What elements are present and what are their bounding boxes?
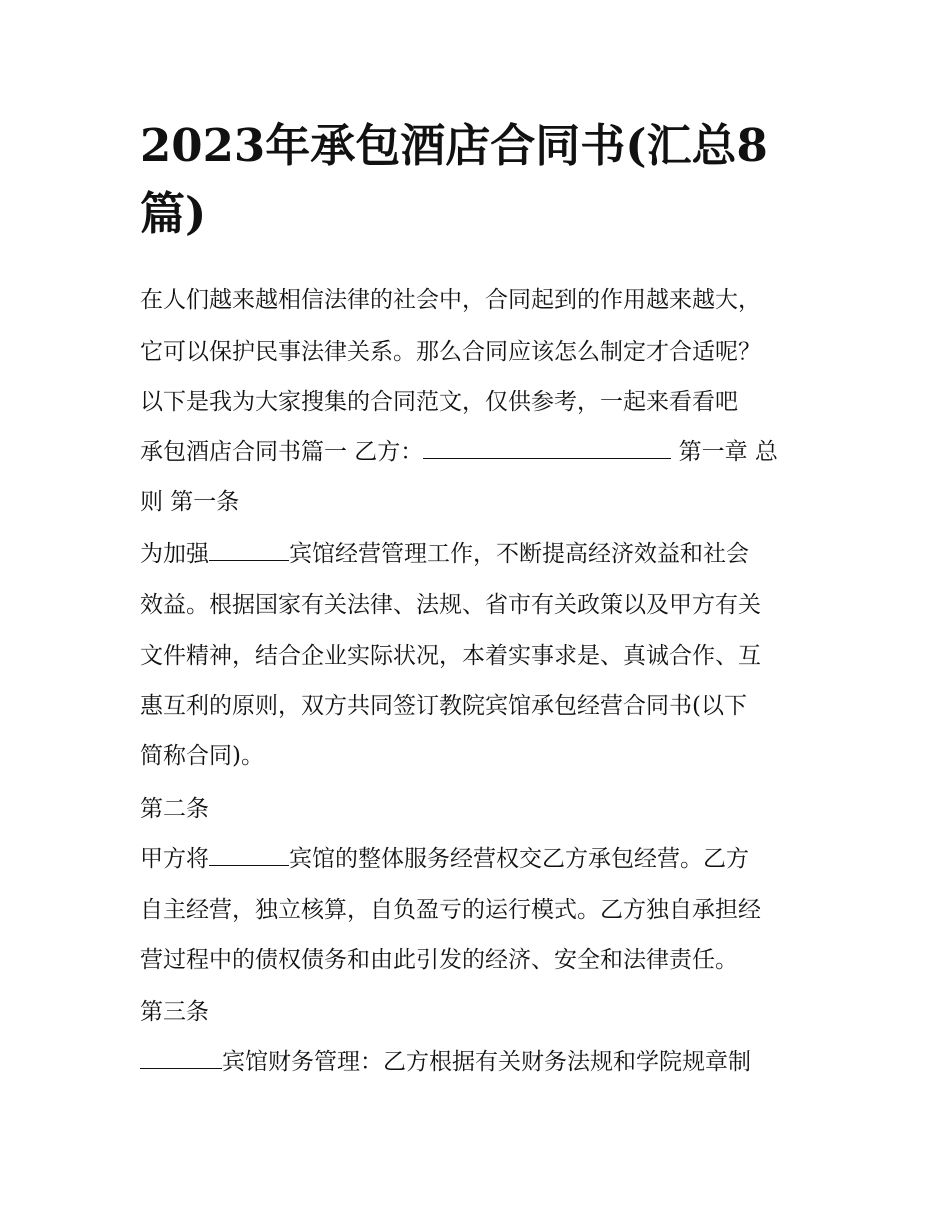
article-2-line-3: 营过程中的债权债务和由此引发的经济、安全和法律责任。: [140, 947, 738, 973]
contract-heading-prefix: 承包酒店合同书篇一 乙方：: [140, 439, 424, 465]
title-line-2: 篇): [140, 187, 207, 240]
intro-line-1: 在人们越来越相信法律的社会中，合同起到的作用越来越大，: [140, 287, 761, 313]
contract-heading-line-2: 则 第一条: [140, 489, 240, 515]
article-1-suffix: 宾馆经营管理工作，不断提高经济效益和社会: [289, 541, 749, 567]
contract-heading-line: [140, 436, 820, 468]
article-1-line-5: 简称合同)。: [140, 743, 264, 769]
article-1-line-1: [140, 538, 820, 570]
article-3-heading: 第三条: [140, 999, 209, 1025]
article-1-prefix: 为加强: [140, 541, 209, 567]
article-1-line-3: 文件精神，结合企业实际状况，本着实事求是、真诚合作、互: [140, 643, 761, 669]
article-2-prefix: 甲方将: [140, 846, 209, 872]
hotel-name-blank: [140, 1046, 222, 1069]
hotel-name-blank: [209, 538, 289, 561]
article-2-line-1: [140, 843, 820, 875]
contract-heading-suffix: 第一章 总: [671, 439, 778, 465]
party-b-blank: [423, 436, 671, 459]
hotel-name-blank: [209, 843, 289, 866]
article-3-line-1: [140, 1046, 820, 1078]
article-3-suffix: 宾馆财务管理：乙方根据有关财务法规和学院规章制: [222, 1049, 751, 1075]
intro-line-3: 以下是我为大家搜集的合同范文，仅供参考，一起来看看吧: [140, 389, 738, 415]
article-2-heading: 第二条: [140, 796, 209, 822]
title-line-1: 2023年承包酒店合同书(汇总8: [140, 119, 768, 172]
document-title: [140, 112, 820, 248]
article-1-line-4: 惠互利的原则，双方共同签订教院宾馆承包经营合同书(以下: [140, 693, 747, 719]
article-1-line-2: 效益。根据国家有关法律、法规、省市有关政策以及甲方有关: [140, 592, 761, 618]
intro-line-2: 它可以保护民事法律关系。那么合同应该怎么制定才合适呢？: [140, 339, 761, 365]
article-2-line-2: 自主经营，独立核算，自负盈亏的运行模式。乙方独自承担经: [140, 897, 761, 923]
article-2-suffix: 宾馆的整体服务经营权交乙方承包经营。乙方: [289, 846, 749, 872]
